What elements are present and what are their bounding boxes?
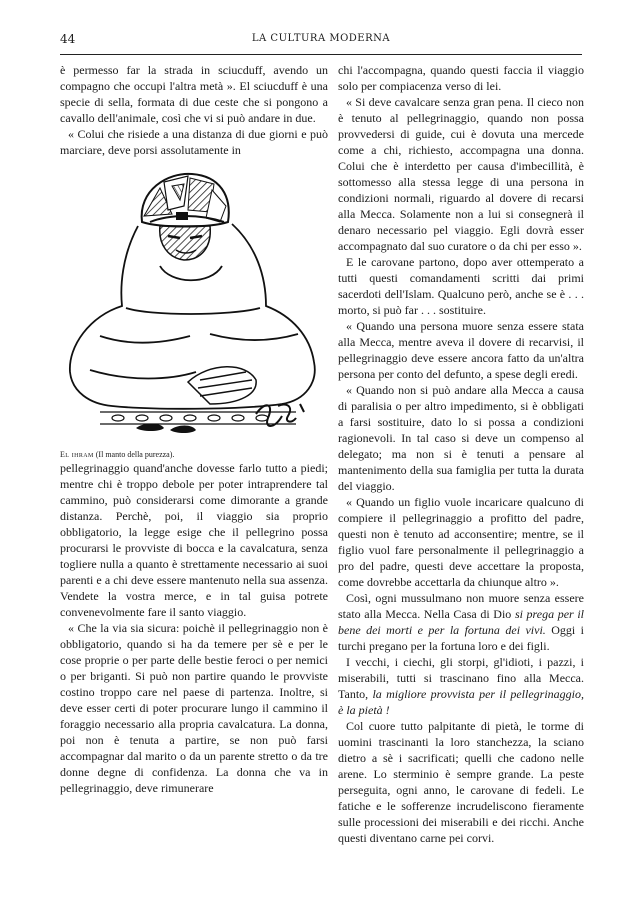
left-column bbox=[60, 62, 328, 796]
header-rule bbox=[60, 54, 582, 55]
right-paragraph: « Quando non si può andare alla Mecca a causa di paralisia o per altro impedimento, si è obbligati a farsi sostituire, dato lo si possa a condizioni ragionevoli. In tal caso si deve un compenso al delegato; ma non si è tenuti a pensare al mantenimento della sua famiglia per tutta la durata del viaggio. bbox=[338, 383, 584, 493]
right-paragraph: « Quando una persona muore senza essere stata alla Mecca, mentre aveva il dovere di recarvisi, il pellegrinaggio deve essere ancora fatto da un'altra persona per conto del defunto, a spese degli eredi. bbox=[338, 319, 584, 381]
right-paragraph: E le carovane partono, dopo aver ottemperato a tutti questi comandamenti scritti dai primi sacerdoti dell'Islam. Qualcuno però, anche se è . . . morto, si può far . . . sostituire. bbox=[338, 255, 584, 317]
left-paragraph: pellegrinaggio quand'anche dovesse farlo tutto a piedi; mentre chi è troppo debole per poter intraprendere tal cammino, può considerarsi come dimorante a grande distanza. Perchè, poi, il viaggio sia proprio obbligatorio, la legge esige che il pellegrino possa procurarsi le provviste di bocca e la cavalcatura, senza togliere nulla a quanto è strettamente necessario ai suoi parenti e a chi deve essere mantenuto nella sua assenza. Vendete la vostra merce, e in tal guisa potrete convenevolmente fare il santo viaggio. bbox=[60, 461, 328, 619]
figure-caption bbox=[60, 450, 328, 460]
seated-pilgrim-illustration bbox=[60, 166, 328, 444]
right-paragraph: chi l'accompagna, quando questi faccia il viaggio solo per compiacenza verso di lei. bbox=[338, 63, 584, 93]
right-paragraph bbox=[338, 590, 584, 654]
running-header bbox=[60, 32, 582, 48]
right-paragraph: « Quando un figlio vuole incaricare qualcuno di compiere il pellegrinaggio a profitto del padre, questi non è tenuto ad acconsentire; mentre, se il figlio vuol fare personalmente il pellegrinaggio a pro del padre, questi deve accettare la proposta, come dovrebbe accettarla da chiunque altro ». bbox=[338, 495, 584, 589]
left-paragraph: è permesso far la strada in sciucduff, avendo un compagno che occupi l'altra metà ». El sciucduff è una specie di sella, formata di due ceste che si pongono a cavallo dell'animale, così che vi si può andare in due. bbox=[60, 63, 328, 125]
right-column bbox=[338, 62, 584, 846]
running-title: LA CULTURA MODERNA bbox=[251, 33, 391, 44]
striped-cloth bbox=[188, 367, 256, 404]
illustration-figure bbox=[60, 166, 328, 444]
left-paragraph: « Che la via sia sicura: poichè il pellegrinaggio non è obbligatorio, quando si ha da temere per sè e per le cose proprie o per parte delle bestie feroci o per nemici o per briganti. Si può non partire quando le provviste costino troppo care nel paese di partenza. Inoltre, si deve esser certi di poter procurare lungo il cammino il foraggio necessario alla propria cavalcatura. La donna, poi non è tenuta a partire, se non può farsi accompagnar dal marito o da un parente stretto o da tre donne degne di confidenza. La donna che va in pellegrinaggio, deve rimunerare bbox=[60, 621, 328, 795]
caption-description: (Il manto della purezza). bbox=[95, 450, 175, 459]
face bbox=[160, 226, 211, 260]
caption-name: El ihram bbox=[60, 450, 94, 459]
paragraph-text: Così, ogni mussulmano non muore senza essere stato alla Mecca. Nella Casa di Dio bbox=[338, 591, 584, 621]
italic-phrase: si prega per il bene dei morti e per la fortuna dei vivi. bbox=[338, 607, 585, 637]
right-paragraph: « Si deve cavalcare senza gran pena. Il cieco non è tenuto al pellegrinaggio, quando non possa provvedersi di guide, cui è dovuta una mercede come a chi, richiesto, accompagna una donna. Colui che è interdetto per causa d'imbecillità, è sottomesso alla stessa legge di una persona in condizioni normali, riguardo al dovere di recarsi alla Mecca. Solamente non a lui si consegnerà il denaro necessario pel viaggio. Egli dovrà esser accompagnato dal suo curatore o da chi per esso ». bbox=[338, 95, 584, 253]
page-number: 44 bbox=[60, 32, 76, 46]
paragraph-text: Oggi i turchi pregano per la fortuna loro e dei figli. bbox=[338, 623, 584, 653]
slippers bbox=[136, 424, 196, 434]
turban bbox=[142, 174, 229, 227]
paragraph-text: I vecchi, i ciechi, gli storpi, gl'idioti, i pazzi, i miserabili, tutti si trascinano fino alla Mecca. Tanto, bbox=[338, 655, 584, 701]
italic-phrase: la migliore provvista per il pellegrinaggio, è la pietà ! bbox=[338, 687, 585, 717]
left-paragraph: « Colui che risiede a una distanza di due giorni e può marciare, deve porsi assolutamente in bbox=[60, 127, 328, 157]
right-paragraph bbox=[338, 654, 584, 718]
right-paragraph: Col cuore tutto palpitante di pietà, le torme di uomini trascinanti la loro stanchezza, la sciano dietro a sè i sacrificati; quelli che cadono nelle arene. Lo sterminio è sempre grande. La peste perseguita, ogni anno, le carovane di fedeli. Le fatiche e le sofferenze incrudeliscono fieramente sulle processioni dei miserabili e dei ricchi. Anche questi diventano carne pei corvi. bbox=[338, 719, 584, 845]
